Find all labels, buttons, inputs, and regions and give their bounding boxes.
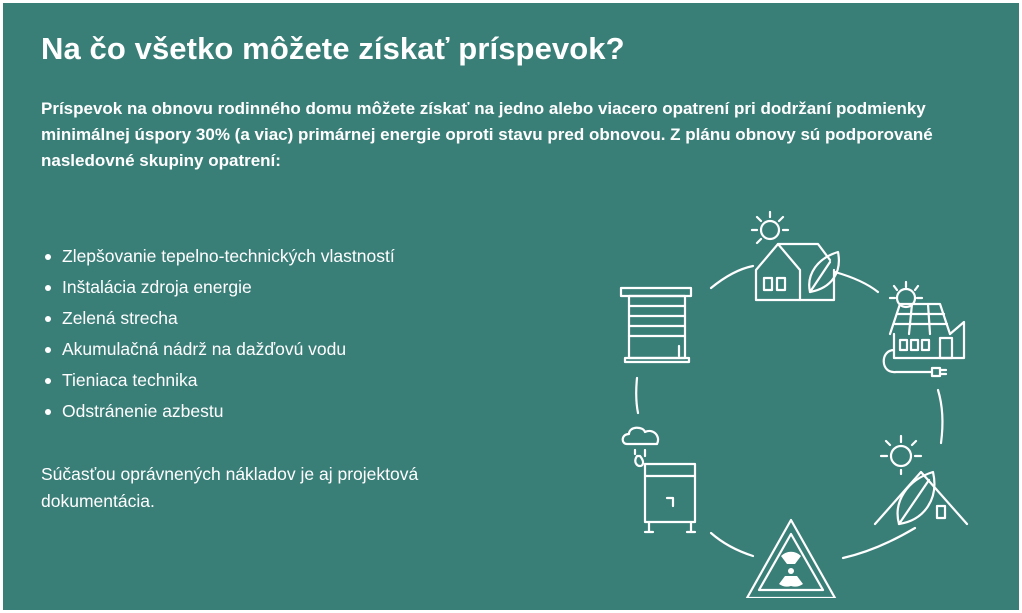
list-item: Tieniaca technika bbox=[41, 365, 395, 396]
rain-tank-icon bbox=[623, 428, 695, 532]
measures-list bbox=[41, 241, 395, 427]
measures-cycle-illustration bbox=[603, 198, 983, 598]
house-leaf-sun-icon bbox=[752, 212, 839, 300]
list-item: Zelená strecha bbox=[41, 303, 395, 334]
green-roof-icon bbox=[875, 436, 967, 524]
list-item: Zlepšovanie tepelno-technických vlastností bbox=[41, 241, 395, 272]
info-panel bbox=[3, 3, 1019, 610]
intro-paragraph: Príspevok na obnovu rodinného domu môžete získať na jedno alebo viacero opatrení pri dodržaní podmienky minimálnej úspory 30% (a viac) primárnej energie oproti stavu pred obnovou. Z plánu obnovy sú podporované nasledovné skupiny opatrení: bbox=[41, 99, 933, 170]
solar-panel-house-icon bbox=[884, 282, 964, 376]
page-title: Na čo všetko môžete získať príspevok? bbox=[41, 31, 625, 66]
list-item: Inštalácia zdroja energie bbox=[41, 272, 395, 303]
cycle-arcs-icon bbox=[636, 266, 942, 558]
eligible-costs-note: Súčasťou oprávnených nákladov je aj projektová dokumentácia. bbox=[41, 464, 419, 511]
list-item: Odstránenie azbestu bbox=[41, 396, 395, 427]
asbestos-warning-icon bbox=[747, 520, 835, 598]
window-blinds-icon bbox=[621, 288, 691, 362]
list-item: Akumulačná nádrž na dažďovú vodu bbox=[41, 334, 395, 365]
